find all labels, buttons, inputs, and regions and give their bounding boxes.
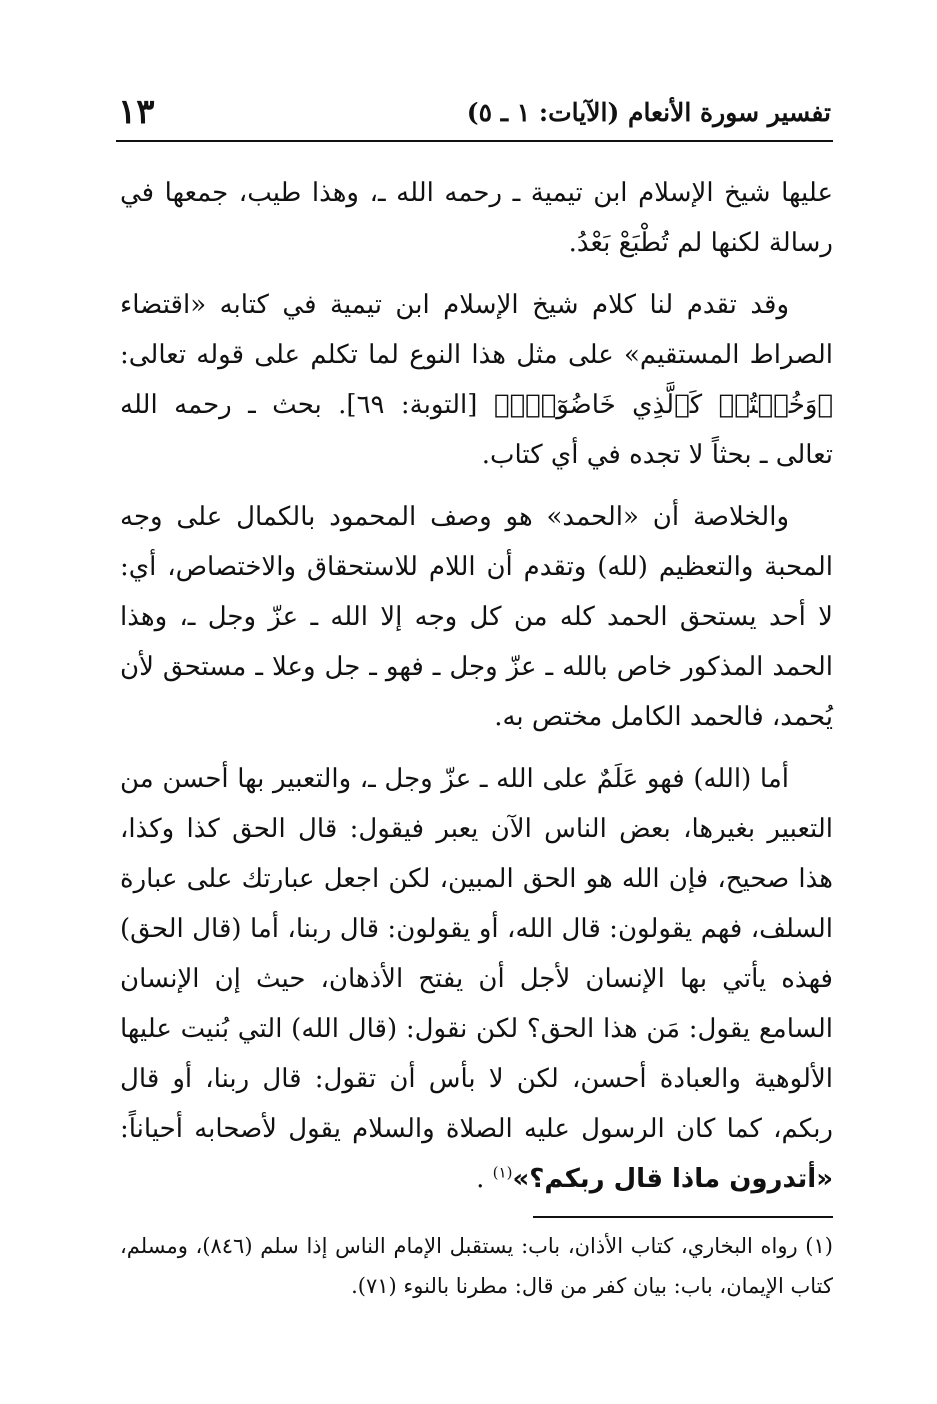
page-number: ١٣: [118, 92, 155, 132]
hadith-quote: «أتدرون ماذا قال ربكم؟»: [512, 1164, 833, 1194]
header-divider: [116, 140, 833, 142]
paragraph-end: .: [476, 1164, 485, 1194]
paragraph: وقد تقدم لنا كلام شيخ الإسلام ابن تيمية في كتابه «اقتضاء الصراط المستقيم» على مثل هذا النوع لما تكلم على قوله تعالى: ﴿وَخُضۡتُمۡ كَٱلَّذِي خَاضُوٓاْۚ﴾ [التوبة: ٦٩]. بحث ـ رحمه الله تعالى ـ بحثاً لا تجده في أي كتاب.: [120, 290, 833, 470]
footnotes: [120, 1226, 833, 1306]
paragraph: [120, 754, 833, 1204]
footnote-marker: (١): [492, 1163, 513, 1182]
footnote-divider: [533, 1216, 833, 1218]
paragraph: والخلاصة أن «الحمد» هو وصف المحمود بالكمال على وجه المحبة والتعظيم (لله) وتقدم أن اللام للاستحقاق والاختصاص، أي: لا أحد يستحق الحمد كله من كل وجه إلا الله ـ عزّ وجل ـ، وهذا الحمد المذكور خاص بالله ـ عزّ وجل ـ فهو ـ جل وعلا ـ مستحق لأن يُحمد، فالحمد الكامل مختص به.: [120, 502, 833, 732]
running-title: تفسير سورة الأنعام (الآيات: ١ ـ ٥): [466, 98, 831, 127]
main-text: [120, 168, 833, 1216]
paragraph-text: أما (الله) فهو عَلَمٌ على الله ـ عزّ وجل ـ، والتعبير بها أحسن من التعبير بغيرها، بعض الناس الآن يعبر فيقول: قال الحق كذا وكذا، هذا صحيح، فإن الله هو الحق المبين، لكن اجعل عبارتك على عبارة السلف، فهم يقولون: قال الله، أو يقولون: قال ربنا، أما (قال الحق) فهذه يأتي بها الإنسان لأجل أن يفتح الأذهان، حيث إن الإنسان السامع يقول: مَن هذا الحق؟ لكن نقول: (قال الله) التي بُنيت عليها الألوهية والعبادة أحسن، لكن لا بأس أن تقول: قال ربنا، أو قال ربكم، كما كان الرسول عليه الصلاة والسلام يقول لأصحابه أحياناً:: [120, 764, 833, 1144]
footnote: (١) رواه البخاري، كتاب الأذان، باب: يستقبل الإمام الناس إذا سلم (٨٤٦)، ومسلم، كتاب الإيمان، باب: بيان كفر من قال: مطرنا بالنوء (٧١).: [120, 1234, 833, 1298]
page-header: [118, 92, 831, 136]
paragraph: عليها شيخ الإسلام ابن تيمية ـ رحمه الله ـ، وهذا طيب، جمعها في رسالة لكنها لم تُطْبَعْ بَعْدُ.: [120, 178, 833, 258]
